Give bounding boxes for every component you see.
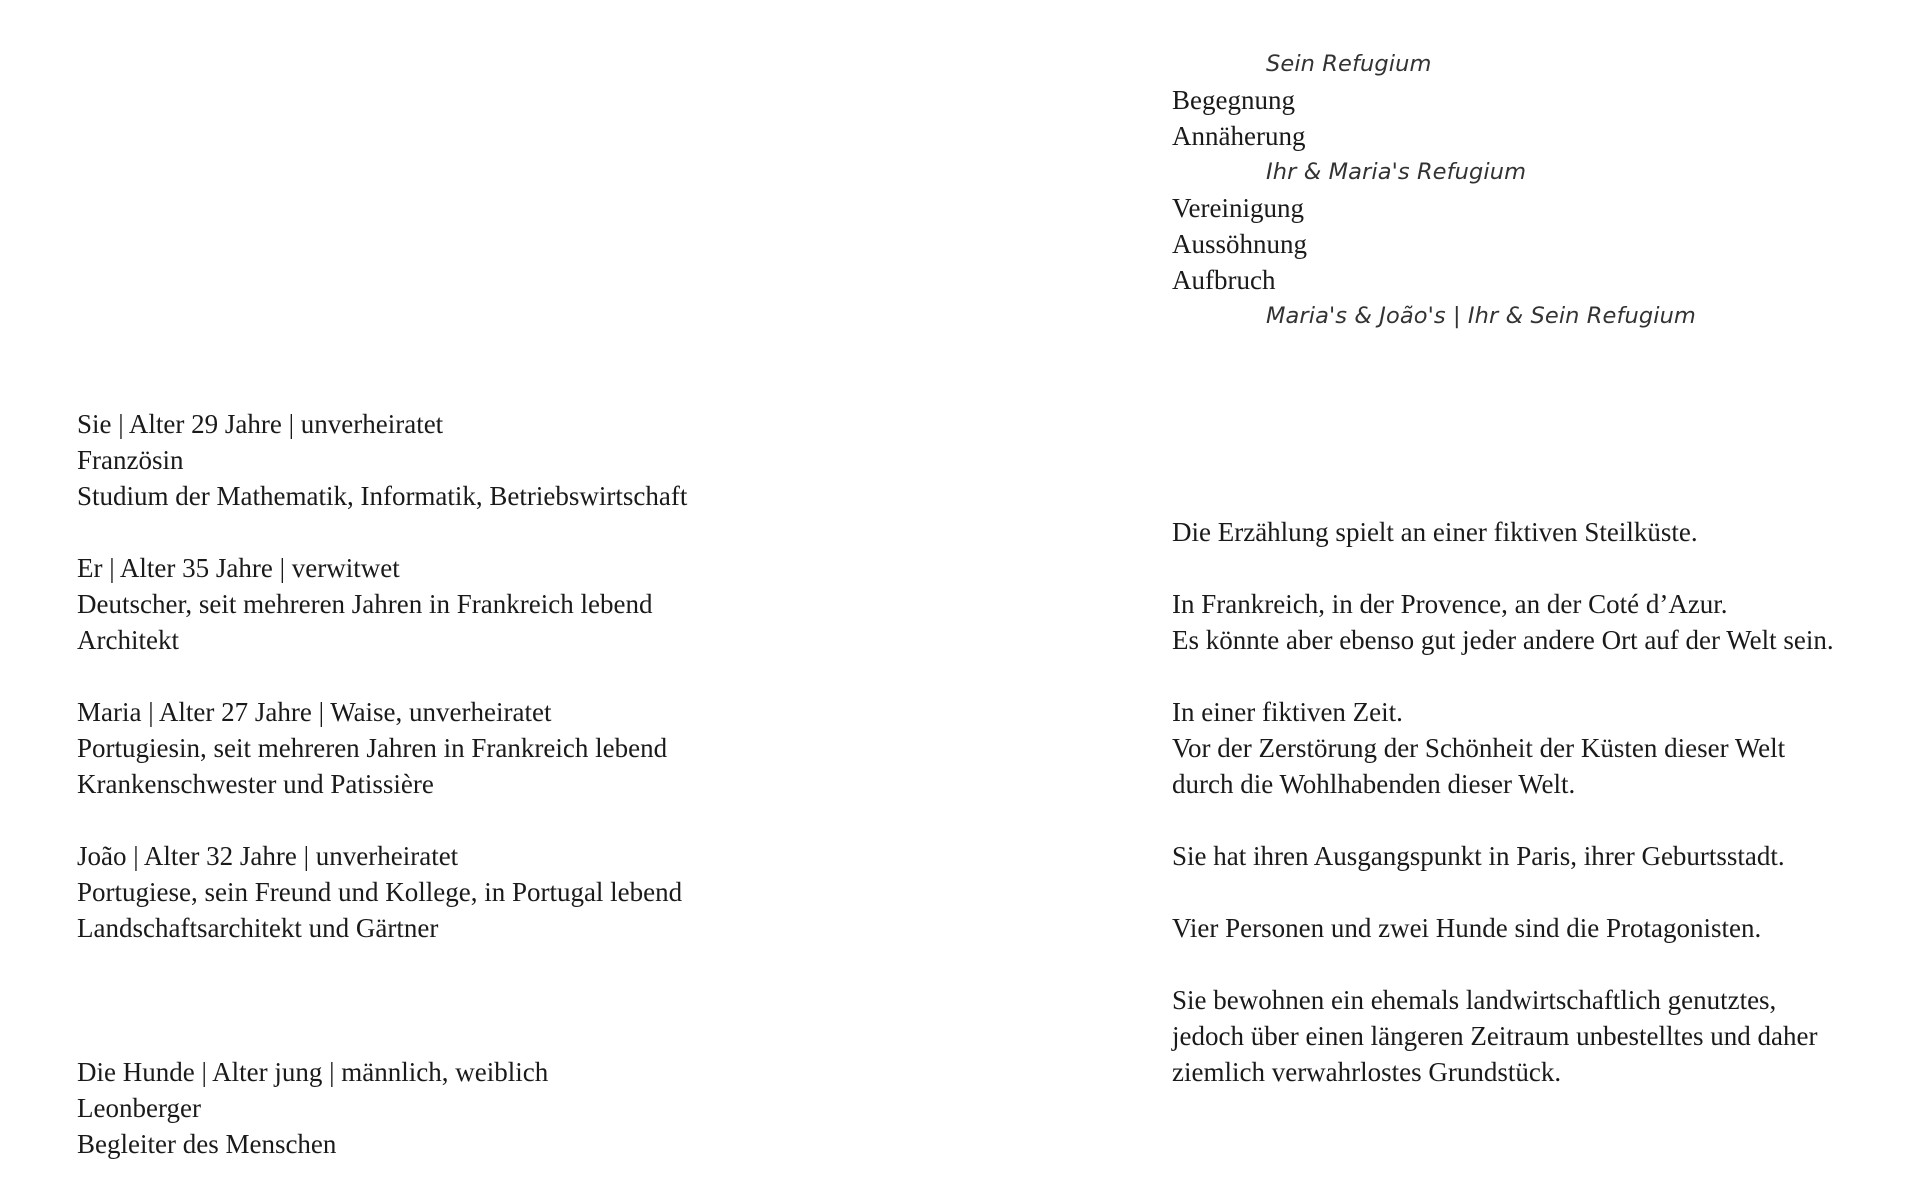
chapter-list: [1172, 46, 1696, 334]
character-entry: [77, 694, 687, 802]
dogs-heading: Die Hunde | Alter jung | männlich, weiblich: [77, 1057, 549, 1087]
setting-text: [1172, 514, 1834, 1090]
dogs-role: Begleiter des Menschen: [77, 1129, 337, 1159]
chapter-title: Vereinigung: [1172, 193, 1304, 223]
character-profession: Landschaftsarchitekt und Gärtner: [77, 913, 439, 943]
character-entry: [77, 550, 687, 658]
setting-paragraph: Vor der Zerstörung der Schönheit der Küsten dieser Welt: [1172, 733, 1786, 763]
refugium-label: Ihr & Maria's Refugium: [1266, 159, 1527, 185]
character-heading: Er | Alter 35 Jahre | verwitwet: [77, 553, 400, 583]
character-nationality: Portugiese, sein Freund und Kollege, in Portugal lebend: [77, 877, 683, 907]
character-profession: Studium der Mathematik, Informatik, Betriebswirtschaft: [77, 481, 688, 511]
character-profession: Architekt: [77, 625, 179, 655]
character-list: [77, 406, 687, 946]
setting-paragraph: In Frankreich, in der Provence, an der Coté d’Azur.: [1172, 589, 1728, 619]
character-nationality: Portugiesin, seit mehreren Jahren in Frankreich lebend: [77, 733, 668, 763]
chapter-title: Begegnung: [1172, 85, 1295, 115]
setting-paragraph: jedoch über einen längeren Zeitraum unbestelltes und daher: [1172, 1021, 1818, 1051]
chapter-title: Aufbruch: [1172, 265, 1276, 295]
dogs-entry: [77, 1054, 548, 1162]
setting-paragraph: Vier Personen und zwei Hunde sind die Protagonisten.: [1172, 913, 1762, 943]
character-heading: João | Alter 32 Jahre | unverheiratet: [77, 841, 459, 871]
refugium-label: Sein Refugium: [1266, 51, 1432, 77]
setting-paragraph: Sie bewohnen ein ehemals landwirtschaftlich genutztes,: [1172, 985, 1777, 1015]
character-profession: Krankenschwester und Patissière: [77, 769, 434, 799]
character-entry: [77, 406, 687, 514]
setting-paragraph: Die Erzählung spielt an einer fiktiven Steilküste.: [1172, 517, 1698, 547]
character-nationality: Deutscher, seit mehreren Jahren in Frankreich lebend: [77, 589, 653, 619]
character-entry: [77, 838, 687, 946]
character-heading: Sie | Alter 29 Jahre | unverheiratet: [77, 409, 444, 439]
refugium-label: Maria's & João's | Ihr & Sein Refugium: [1266, 303, 1696, 329]
chapter-title: Annäherung: [1172, 121, 1306, 151]
dogs-breed: Leonberger: [77, 1093, 201, 1123]
setting-paragraph: Es könnte aber ebenso gut jeder andere Ort auf der Welt sein.: [1172, 625, 1834, 655]
setting-paragraph: In einer fiktiven Zeit.: [1172, 697, 1403, 727]
chapter-title: Aussöhnung: [1172, 229, 1308, 259]
setting-paragraph: Sie hat ihren Ausgangspunkt in Paris, ihrer Geburtsstadt.: [1172, 841, 1785, 871]
character-nationality: Französin: [77, 445, 184, 475]
setting-paragraph: ziemlich verwahrlostes Grundstück.: [1172, 1057, 1562, 1087]
character-heading: Maria | Alter 27 Jahre | Waise, unverheiratet: [77, 697, 552, 727]
setting-paragraph: durch die Wohlhabenden dieser Welt.: [1172, 769, 1576, 799]
